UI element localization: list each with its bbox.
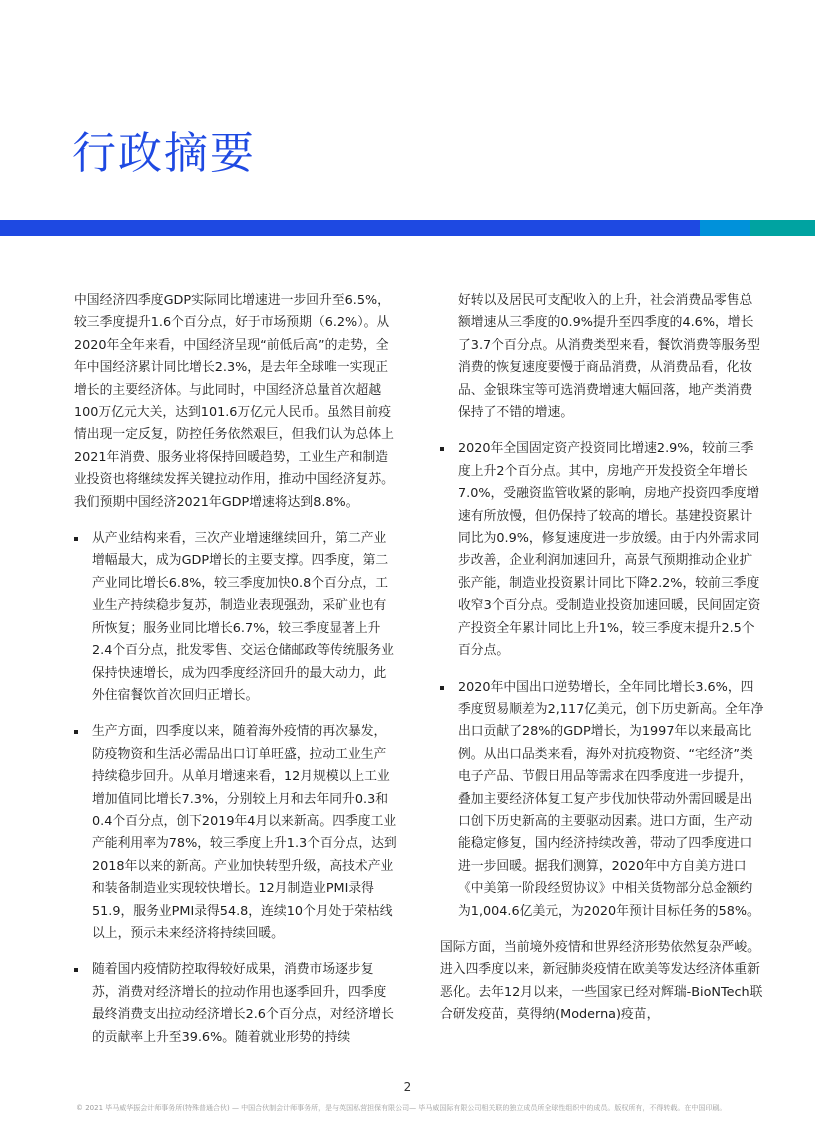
right-column [440, 290, 765, 1041]
list-item [74, 721, 399, 945]
page-title: 行政摘要 [72, 128, 256, 179]
bullet-text: 从产业结构来看，三次产业增速继续回升，第二产业增幅最大，成为GDP增长的主要支撑。四季度，第二产业同比增长6.8%，较三季度加快0.8个百分点，工业生产持续稳步复苏，制造业表现强劲，采矿业也有所恢复；服务业同比增长6.7%，较三季度显著上升2.4个百分点，批发零售、交运仓储邮政等传统服务业保持快速增长，成为四季度经济回升的最大动力，此外住宿餐饮首次回归正增长。 [92, 531, 394, 703]
page-number: 2 [403, 1080, 412, 1094]
square-bullet-icon [74, 968, 78, 972]
intro-paragraph: 中国经济四季度GDP实际同比增速进一步回升至6.5%，较三季度提升1.6个百分点，好于市场预期（6.2%）。从2020年全年来看，中国经济呈现“前低后高”的走势，全年中国经济累计同比增长2.3%，是去年全球唯一实现正增长的主要经济体。与此同时，中国经济总量首次超越100万亿元大关，达到101.6万亿元人民币。虽然目前疫情出现一定反复，防控任务依然艰巨，但我们认为总体上2021年消费、服务业将保持回暖趋势，工业生产和制造业投资也将继续发挥关键拉动作用，推动中国经济复苏。我们预期中国经济2021年GDP增速将达到8.8%。 [74, 293, 394, 510]
square-bullet-icon [440, 686, 444, 690]
left-column [74, 290, 399, 1063]
brand-color-band [0, 220, 815, 236]
band-blue-segment [0, 220, 700, 236]
bullet-text: 2020年中国出口逆势增长，全年同比增长3.6%，四季度贸易顺差为2,117亿美元，创下历史新高。全年净出口贡献了28%的GDP增长，为1997年以来最高比例。从出口品类来看，海外对抗疫物资、“宅经济”类电子产品、节假日用品等需求在四季度进一步提升，叠加主要经济体复工复产步伐加快带动外需回暖是出口创下历史新高的主要驱动因素。进口方面，生产动能稳定修复，国内经济持续改善，带动了四季度进口进一步回暖。据我们测算，2020年中方自美方进口《中美第一阶段经贸协议》中相关货物部分总金额约为1,004.6亿美元，为2020年预计目标任务的58%。 [458, 679, 764, 919]
closing-paragraph: 国际方面，当前境外疫情和世界经济形势依然复杂严峻。进入四季度以来，新冠肺炎疫情在欧美等发达经济体重新恶化。去年12月以来，一些国家已经对辉瑞-BioNTech联合研发疫苗，莫得纳(Moderna)疫苗， [440, 939, 763, 1023]
square-bullet-icon [440, 447, 444, 451]
copyright-footer: © 2021 毕马威华振会计师事务所(特殊普通合伙) — 中国合伙制会计师事务所，是与英国私营担保有限公司— 毕马威国际有限公司相关联的独立成员所全球性组织中的成员。版权所有，不得转载。在中国印刷。 [76, 1104, 727, 1112]
right-bullet-list [440, 438, 765, 923]
list-item [74, 959, 399, 1049]
band-teal-segment [750, 220, 815, 236]
bullet-text: 2020年全国固定资产投资同比增速2.9%，较前三季度上升2个百分点。其中，房地产开发投资全年增长7.0%，受融资监管收紧的影响，房地产投资四季度增速有所放慢，但仍保持了较高的增长。基建投资累计同比为0.9%，修复速度进一步放缓。由于内外需求同步改善，企业利润加速回升，高景气预期推动企业扩张产能，制造业投资累计同比下降2.2%，较前三季度收窄3个百分点。受制造业投资加速回暖，民间固定资产投资全年累计同比上升1%，较三季度末提升2.5个百分点。 [458, 441, 761, 659]
band-medium-blue-segment [700, 220, 750, 236]
left-bullet-list [74, 528, 399, 1049]
square-bullet-icon [74, 730, 78, 734]
bullet-text: 生产方面，四季度以来，随着海外疫情的再次暴发，防疫物资和生活必需品出口订单旺盛，拉动工业生产持续稳步回升。从单月增速来看，12月规模以上工业增加值同比增长7.3%，分别较上月和去年同升0.3和0.4个百分点，创下2019年4月以来新高。四季度工业产能利用率为78%，较三季度上升1.3个百分点，达到2018年以来的新高。产业加快转型升级，高技术产业和装备制造业实现较快增长。12月制造业PMI录得51.9，服务业PMI录得54.8，连续10个月处于荣枯线以上，预示未来经济将持续回暖。 [92, 724, 397, 941]
continuation-paragraph: 好转以及居民可支配收入的上升，社会消费品零售总额增速从三季度的0.9%提升至四季度的4.6%，增长了3.7个百分点。从消费类型来看，餐饮消费等服务型消费的恢复速度要慢于商品消费，从消费品看，化妆品、金银珠宝等可选消费增速大幅回落，地产类消费保持了不错的增速。 [458, 293, 760, 421]
square-bullet-icon [74, 537, 78, 541]
bullet-text: 随着国内疫情防控取得较好成果，消费市场逐步复苏，消费对经济增长的拉动作用也逐季回升，四季度最终消费支出拉动经济增长2.6个百分点，对经济增长的贡献率上升至39.6%。随着就业形势的持续 [92, 962, 394, 1045]
list-item [440, 438, 765, 662]
list-item [440, 677, 765, 923]
list-item [74, 528, 399, 707]
